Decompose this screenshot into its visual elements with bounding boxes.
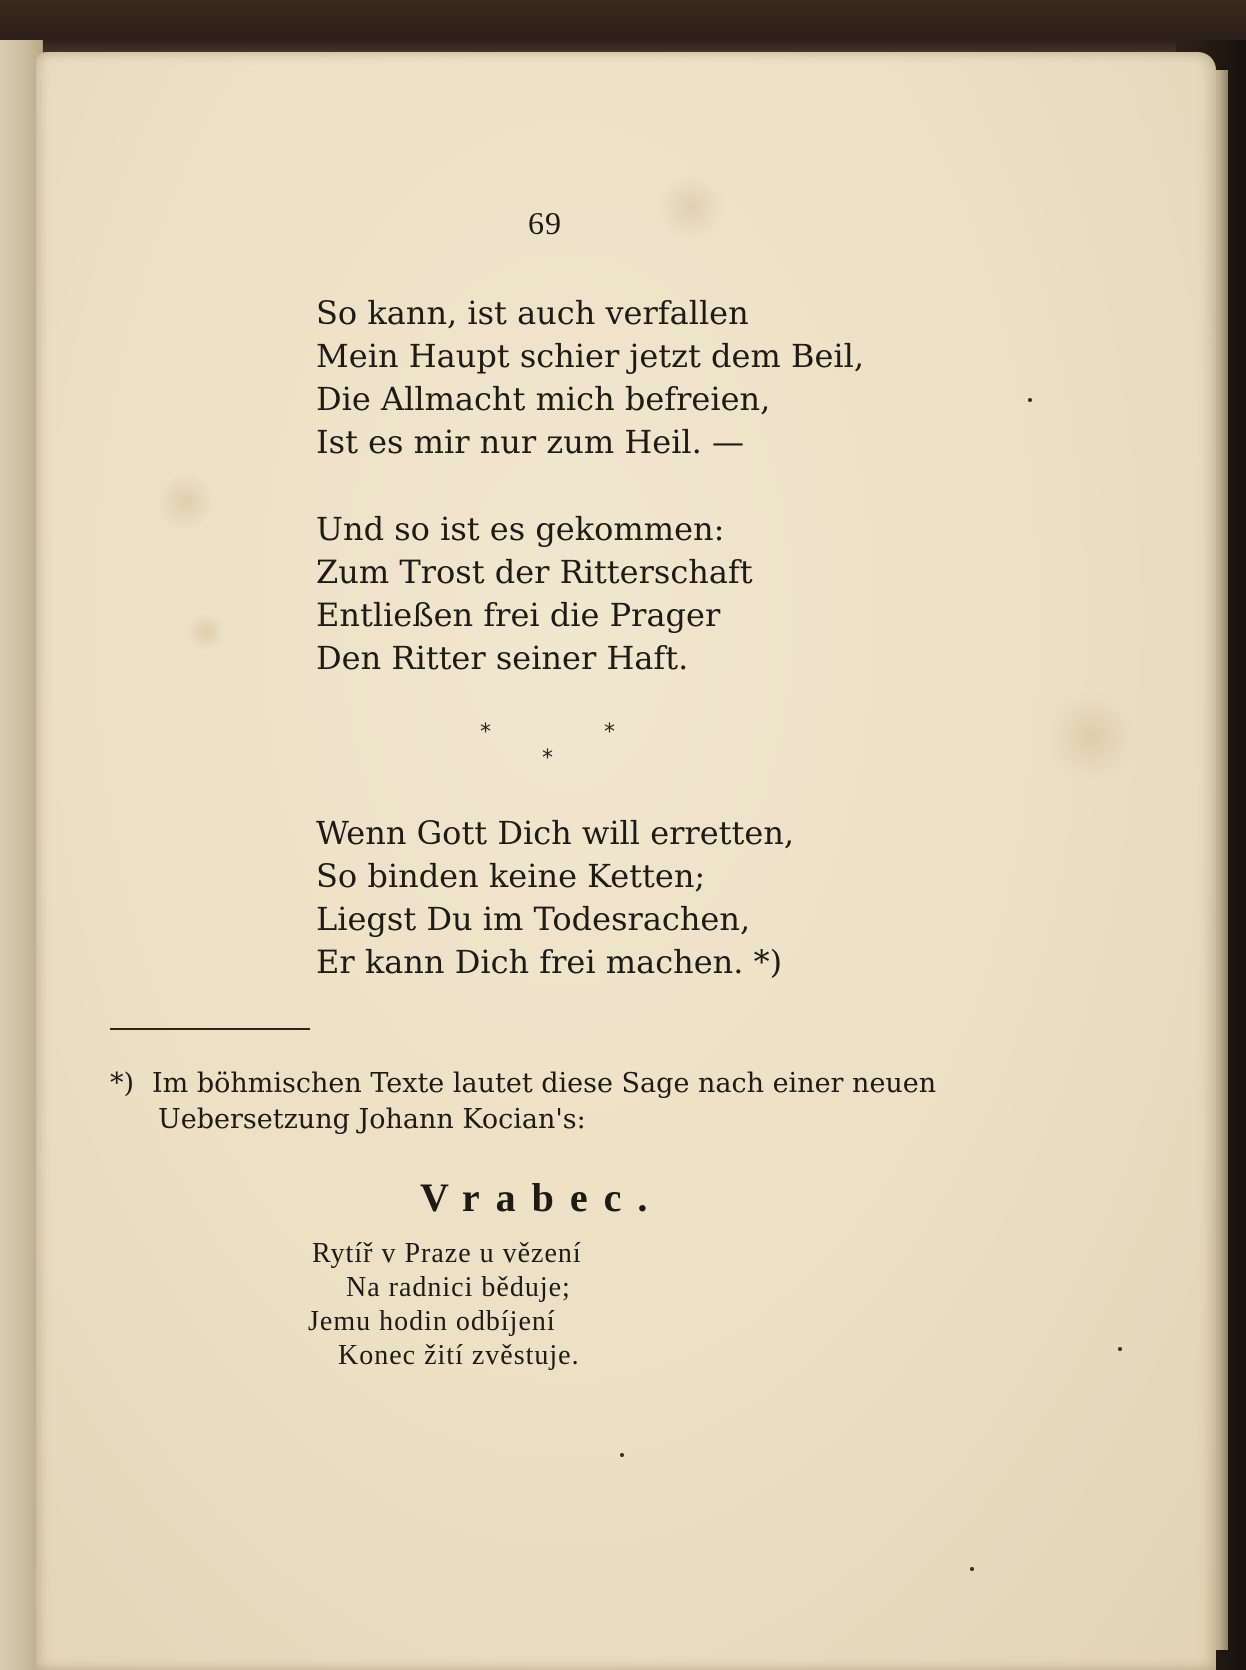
- asterisk-glyph: *: [480, 720, 491, 745]
- poem-line: Die Allmacht mich befreien,: [316, 380, 771, 418]
- page-number: 69: [528, 205, 562, 241]
- czech-poem-title: Vrabec.: [420, 1175, 664, 1220]
- poem-line: Er kann Dich frei machen. *): [316, 943, 783, 981]
- asterisk-glyph: *: [604, 720, 615, 745]
- paper-stain: [1046, 692, 1136, 782]
- poem-line: Mein Haupt schier jetzt dem Beil,: [316, 337, 865, 375]
- poem-stanza-1: [316, 292, 864, 464]
- poem-line: Und so ist es gekommen:: [316, 510, 725, 548]
- paper-speck: [970, 1567, 974, 1571]
- paper-speck: [1028, 398, 1032, 402]
- paper-stain: [186, 612, 226, 652]
- footnote: [110, 1066, 990, 1138]
- czech-poem-line: Jemu hodin odbíjení: [308, 1306, 556, 1337]
- poem-line: Entließen frei die Prager: [316, 596, 721, 634]
- paper-speck: [1118, 1347, 1122, 1351]
- paper-speck: [620, 1453, 624, 1457]
- czech-poem-line: Konec žití zvěstuje.: [338, 1340, 580, 1371]
- poem-line: Liegst Du im Todesrachen,: [316, 900, 751, 938]
- poem-line: Wenn Gott Dich will erretten,: [316, 814, 795, 852]
- footnote-line: Im böhmischen Texte lautet diese Sage nach einer neuen: [152, 1068, 937, 1099]
- czech-poem-line: Na radnici běduje;: [346, 1272, 571, 1303]
- asterism-divider: [480, 720, 630, 780]
- footnote-marker: *): [110, 1068, 135, 1099]
- poem-line: Ist es mir nur zum Heil. —: [316, 423, 744, 461]
- poem-line: So kann, ist auch verfallen: [316, 294, 749, 332]
- paper-stain: [656, 172, 726, 242]
- paper-stain: [156, 472, 216, 532]
- poem-line: Zum Trost der Ritterschaft: [316, 553, 753, 591]
- asterisk-glyph: *: [542, 746, 553, 771]
- poem-stanza-3: [316, 812, 794, 984]
- book-binding-top: [0, 0, 1246, 56]
- poem-line: So binden keine Ketten;: [316, 857, 706, 895]
- footnote-rule: [110, 1028, 310, 1030]
- footnote-line: Uebersetzung Johann Kocian's:: [158, 1104, 586, 1135]
- poem-line: Den Ritter seiner Haft.: [316, 639, 689, 677]
- czech-poem-line: Rytíř v Praze u vězení: [312, 1238, 582, 1269]
- poem-stanza-2: [316, 508, 753, 680]
